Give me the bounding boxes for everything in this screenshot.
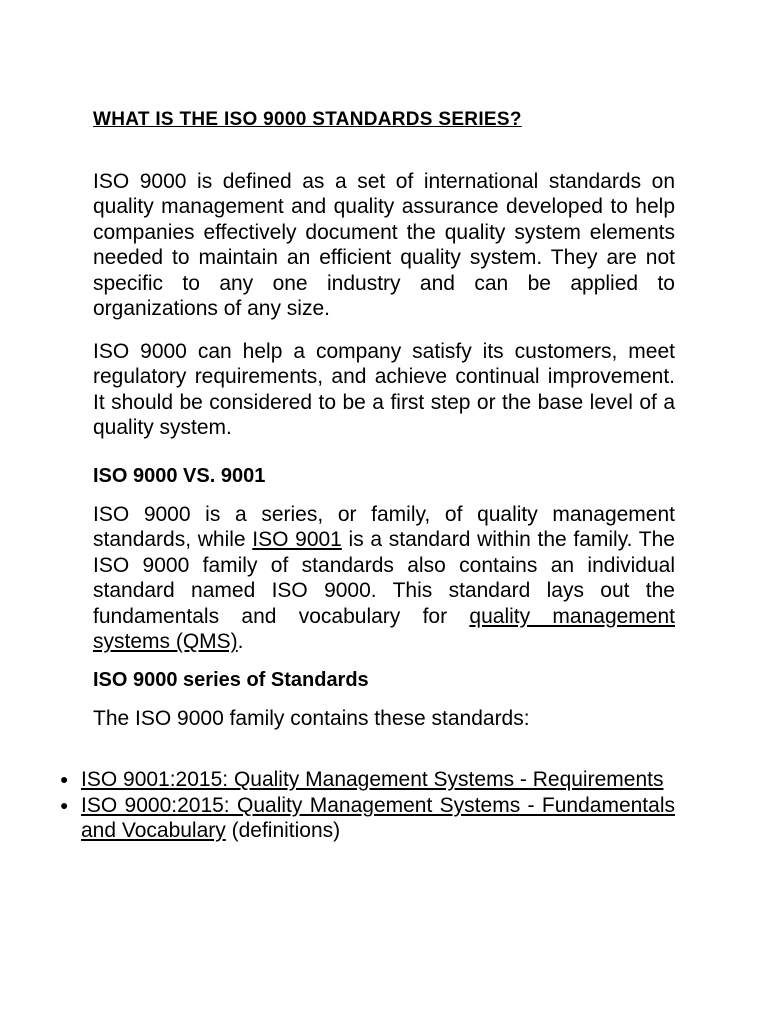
iso-9001-2015-link[interactable]: ISO 9001:2015: Quality Management Systems - Requirements bbox=[81, 768, 664, 791]
page-title: WHAT IS THE ISO 9000 STANDARDS SERIES? bbox=[93, 109, 522, 130]
intro-paragraph-1: ISO 9000 is defined as a set of international standards on quality management and quality assurance developed to help companies effectively document the quality system elements needed to maintain an efficient quality system. They are not specific to any one industry and can be applied to organizations of any size. bbox=[93, 169, 675, 321]
section-1-text-b: is a standard within the family. The ISO 9000 family of standards also contains an individual standard named ISO 9000. This standard lays out the fundamentals and vocabulary for bbox=[93, 528, 675, 628]
bullet-icon: ● bbox=[60, 796, 69, 813]
list-item bbox=[60, 767, 675, 793]
list-item-suffix: (definitions) bbox=[225, 819, 341, 842]
bullet-icon: ● bbox=[60, 771, 69, 787]
standards-list bbox=[60, 767, 675, 844]
qms-link[interactable]: quality management systems (QMS) bbox=[93, 604, 675, 654]
section-1-paragraph bbox=[93, 502, 675, 655]
list-item bbox=[60, 793, 675, 844]
section-heading-iso-9000-series: ISO 9000 series of Standards bbox=[93, 668, 369, 691]
document-content bbox=[93, 108, 675, 746]
iso-9001-link[interactable]: ISO 9001 bbox=[252, 528, 342, 552]
section-1-text-c: . bbox=[237, 630, 244, 654]
iso-9000-2015-link[interactable]: ISO 9000:2015: Quality Management Systems - Fundamentals and Vocabulary bbox=[81, 793, 675, 842]
section-heading-iso-9000-vs-9001: ISO 9000 VS. 9001 bbox=[93, 464, 266, 487]
section-2-intro: The ISO 9000 family contains these standards: bbox=[93, 706, 530, 730]
section-1-text-a: ISO 9000 is a series, or family, of quality management standards, while bbox=[93, 502, 675, 552]
intro-paragraph-2: ISO 9000 can help a company satisfy its customers, meet regulatory requirements, and achieve continual improvement. It should be considered to be a first step or the base level of a quality system. bbox=[93, 339, 675, 440]
